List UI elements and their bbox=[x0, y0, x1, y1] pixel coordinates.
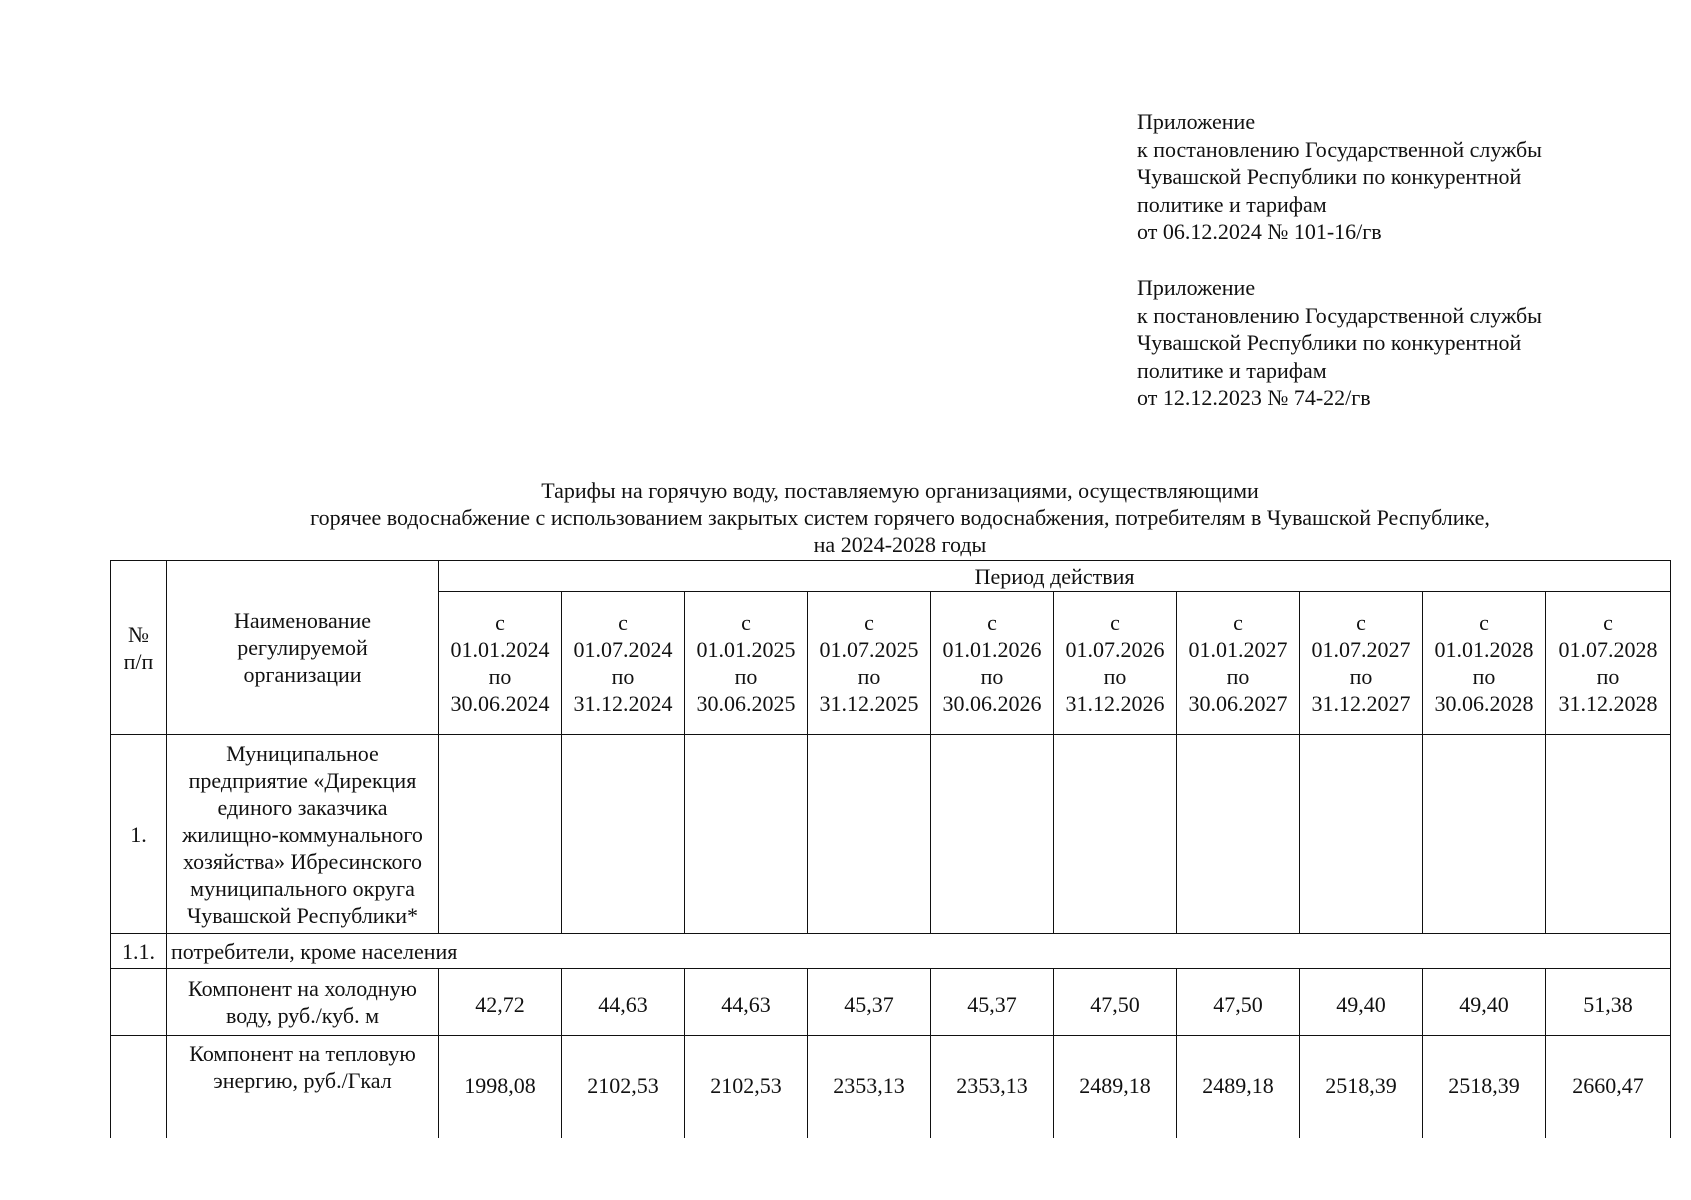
component-name-line: Компонент на холодную bbox=[188, 976, 417, 1001]
period-header-cell bbox=[1177, 592, 1300, 735]
period-from: 01.07.2026 bbox=[1065, 637, 1165, 662]
org-name-line: единого заказчика bbox=[217, 794, 388, 820]
org-name-line: хозяйства» Ибресинского bbox=[182, 848, 422, 874]
period-to-word: по bbox=[611, 664, 635, 689]
appendix-line: к постановлению Государственной службы bbox=[1137, 302, 1542, 328]
period-to: 31.12.2028 bbox=[1558, 691, 1658, 716]
tariff-value: 42,72 bbox=[439, 969, 562, 1036]
empty-cell bbox=[439, 735, 562, 934]
period-from: 01.01.2026 bbox=[942, 637, 1042, 662]
period-header-cell bbox=[685, 592, 808, 735]
period-header-cell bbox=[808, 592, 931, 735]
period-to: 30.06.2028 bbox=[1434, 691, 1534, 716]
tariff-value: 2660,47 bbox=[1546, 1036, 1671, 1139]
period-to: 31.12.2027 bbox=[1311, 691, 1411, 716]
empty-cell bbox=[808, 735, 931, 934]
appendix-date-number: от 12.12.2023 № 74-22/гв bbox=[1137, 385, 1371, 410]
empty-cell bbox=[685, 735, 808, 934]
empty-cell bbox=[1546, 735, 1671, 934]
tariff-value: 45,37 bbox=[808, 969, 931, 1036]
period-from-word: с bbox=[1356, 610, 1366, 635]
appendix-date-number: от 06.12.2024 № 101-16/гв bbox=[1137, 219, 1382, 244]
period-to-word: по bbox=[1349, 664, 1373, 689]
tariff-value: 2489,18 bbox=[1177, 1036, 1300, 1139]
period-header-cell bbox=[439, 592, 562, 735]
period-to-word: по bbox=[1226, 664, 1250, 689]
title-line: Тарифы на горячую воду, поставляемую организациями, осуществляющими bbox=[541, 478, 1259, 503]
period-from-word: с bbox=[1479, 610, 1489, 635]
tariff-value: 2102,53 bbox=[685, 1036, 808, 1139]
tariff-value: 47,50 bbox=[1054, 969, 1177, 1036]
subsection-label: потребители, кроме населения bbox=[167, 934, 1671, 969]
tariff-value: 47,50 bbox=[1177, 969, 1300, 1036]
period-header-cell bbox=[1546, 592, 1671, 735]
appendix-line: политике и тарифам bbox=[1137, 357, 1327, 383]
period-to: 30.06.2025 bbox=[696, 691, 796, 716]
period-from: 01.07.2025 bbox=[819, 637, 919, 662]
empty-cell bbox=[1300, 735, 1423, 934]
org-name-line: муниципального округа bbox=[190, 875, 415, 901]
period-to: 30.06.2026 bbox=[942, 691, 1042, 716]
row-component-name bbox=[167, 969, 439, 1036]
tariff-value: 44,63 bbox=[685, 969, 808, 1036]
org-name-line: жилищно-коммунального bbox=[182, 821, 423, 847]
tariff-row-heat-energy bbox=[111, 1036, 1671, 1139]
period-from: 01.01.2028 bbox=[1434, 637, 1534, 662]
empty-cell bbox=[1054, 735, 1177, 934]
period-header-cell bbox=[562, 592, 685, 735]
period-to: 30.06.2024 bbox=[450, 691, 550, 716]
tariff-value: 2353,13 bbox=[931, 1036, 1054, 1139]
period-to: 31.12.2025 bbox=[819, 691, 919, 716]
appendix-line: Приложение bbox=[1137, 109, 1256, 134]
period-to-word: по bbox=[857, 664, 881, 689]
component-name-line: воду, руб./куб. м bbox=[225, 1003, 380, 1028]
period-from-word: с bbox=[1110, 610, 1120, 635]
empty-cell bbox=[931, 735, 1054, 934]
tariff-value: 44,63 bbox=[562, 969, 685, 1036]
component-name-line: энергию, руб./Гкал bbox=[213, 1068, 392, 1093]
tariff-table bbox=[110, 560, 1671, 1138]
appendix-line: Приложение bbox=[1137, 275, 1256, 300]
period-to-word: по bbox=[1596, 664, 1620, 689]
period-from: 01.07.2024 bbox=[573, 637, 673, 662]
tariff-value: 49,40 bbox=[1300, 969, 1423, 1036]
period-from-word: с bbox=[1233, 610, 1243, 635]
tariff-value: 2518,39 bbox=[1300, 1036, 1423, 1139]
row-component-name bbox=[167, 1036, 439, 1139]
tariff-value: 2518,39 bbox=[1423, 1036, 1546, 1139]
period-from: 01.07.2028 bbox=[1558, 637, 1658, 662]
period-from: 01.07.2027 bbox=[1311, 637, 1411, 662]
empty-cell bbox=[562, 735, 685, 934]
header-period: Период действия bbox=[439, 561, 1671, 592]
period-from-word: с bbox=[618, 610, 628, 635]
header-organization: Наименование регулируемой организации bbox=[167, 561, 439, 735]
period-to-word: по bbox=[734, 664, 758, 689]
component-name-line: Компонент на тепловую bbox=[189, 1041, 416, 1066]
header-number: № п/п bbox=[111, 561, 167, 735]
org-name-line: Чувашской Республики* bbox=[186, 902, 419, 928]
period-to: 31.12.2024 bbox=[573, 691, 673, 716]
period-to-word: по bbox=[1103, 664, 1127, 689]
appendix-line: Чувашской Республики по конкурентной bbox=[1137, 164, 1522, 189]
document-title bbox=[110, 477, 1690, 558]
period-header-cell bbox=[1423, 592, 1546, 735]
subsection-number: 1.1. bbox=[111, 934, 167, 969]
tariff-value: 49,40 bbox=[1423, 969, 1546, 1036]
period-from-word: с bbox=[987, 610, 997, 635]
tariff-value: 1998,08 bbox=[439, 1036, 562, 1139]
appendix-current bbox=[1137, 108, 1637, 246]
period-from-word: с bbox=[741, 610, 751, 635]
tariff-value: 51,38 bbox=[1546, 969, 1671, 1036]
org-name-line: предприятие «Дирекция bbox=[188, 767, 417, 793]
empty-cell bbox=[1423, 735, 1546, 934]
period-to-word: по bbox=[980, 664, 1004, 689]
period-to-word: по bbox=[488, 664, 512, 689]
period-from: 01.01.2024 bbox=[450, 637, 550, 662]
row-number-empty bbox=[111, 969, 167, 1036]
period-to: 30.06.2027 bbox=[1188, 691, 1288, 716]
row-number-empty bbox=[111, 1036, 167, 1139]
appendix-original bbox=[1137, 274, 1637, 412]
org-name bbox=[167, 735, 439, 934]
org-number: 1. bbox=[111, 735, 167, 934]
title-line: горячее водоснабжение с использованием закрытых систем горячего водоснабжения, потребителям в Чувашской Республике, bbox=[310, 505, 1490, 530]
period-header-cell bbox=[1300, 592, 1423, 735]
tariff-value: 2353,13 bbox=[808, 1036, 931, 1139]
tariff-value: 2489,18 bbox=[1054, 1036, 1177, 1139]
period-from-word: с bbox=[495, 610, 505, 635]
period-from: 01.01.2025 bbox=[696, 637, 796, 662]
period-header-cell bbox=[1054, 592, 1177, 735]
appendix-line: Чувашской Республики по конкурентной bbox=[1137, 330, 1522, 355]
period-from-word: с bbox=[864, 610, 874, 635]
org-name-line: Муниципальное bbox=[226, 740, 379, 766]
tariff-row-cold-water bbox=[111, 969, 1671, 1036]
appendix-line: к постановлению Государственной службы bbox=[1137, 136, 1542, 162]
tariff-value: 2102,53 bbox=[562, 1036, 685, 1139]
period-to: 31.12.2026 bbox=[1065, 691, 1165, 716]
period-from-word: с bbox=[1603, 610, 1613, 635]
title-line: на 2024-2028 годы bbox=[813, 532, 987, 557]
appendix-line: политике и тарифам bbox=[1137, 191, 1327, 217]
period-to-word: по bbox=[1472, 664, 1496, 689]
period-header-cell bbox=[931, 592, 1054, 735]
empty-cell bbox=[1177, 735, 1300, 934]
period-from: 01.01.2027 bbox=[1188, 637, 1288, 662]
tariff-value: 45,37 bbox=[931, 969, 1054, 1036]
